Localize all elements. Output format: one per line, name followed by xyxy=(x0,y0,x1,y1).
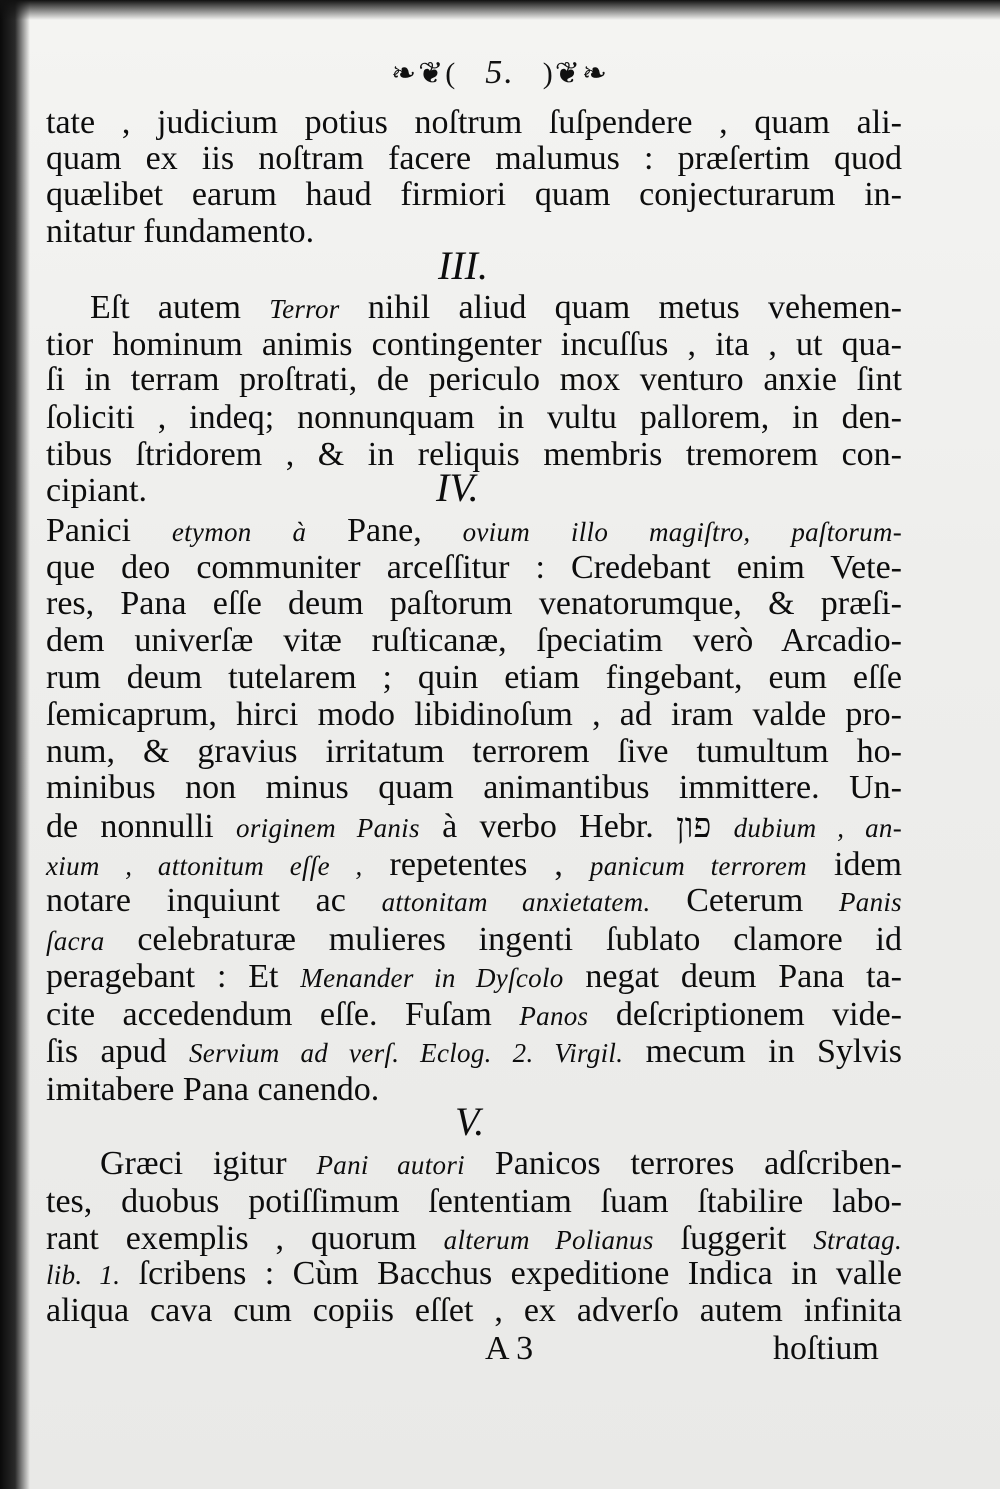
text-segment: de nonnulli xyxy=(46,808,237,845)
text-segment: quam ex iis noſtram facere malumus : præſertim quod xyxy=(46,140,902,177)
text-segment: rum deum tutelarem ; quin etiam fingebant, eum eſſe xyxy=(46,659,902,696)
italic-segment: dubium , an- xyxy=(733,813,902,843)
text-segment: celebraturæ mulieres ingenti ſublato clamore id xyxy=(104,921,902,958)
text-segment: num, & gravius irritatum terrorem ſive tumultum ho- xyxy=(46,733,902,770)
text-segment: res, Pana eſſe deum paſtorum venatorumque, & præſi- xyxy=(46,585,902,622)
text-line xyxy=(46,176,902,214)
text-line xyxy=(46,622,902,660)
right-ornament: )❦❧ xyxy=(542,56,610,90)
text-line xyxy=(46,326,902,364)
text-segment: ſemicaprum, hirci modo libidinoſum , ad iram valde pro- xyxy=(46,696,902,733)
text-line xyxy=(46,436,902,474)
text-segment: mecum in Sylvis xyxy=(623,1033,902,1070)
text-line xyxy=(46,846,902,885)
text-line xyxy=(46,1071,902,1109)
text-line xyxy=(46,1220,902,1259)
text-line xyxy=(46,1033,902,1072)
running-head xyxy=(0,52,1000,92)
italic-segment: panicum terrorem xyxy=(589,851,807,881)
text-line xyxy=(46,213,902,251)
text-line xyxy=(46,696,902,734)
text-segment: tate , judicium potius noſtrum ſuſpendere , quam ali- xyxy=(46,104,902,141)
italic-segment: Panos xyxy=(519,1001,589,1031)
text-line xyxy=(46,472,902,510)
italic-segment: Servium ad verſ. Eclog. 2. Virgil. xyxy=(188,1038,624,1068)
text-segment: ſuggerit xyxy=(653,1220,814,1257)
section-heading-v: V. xyxy=(455,1099,485,1144)
text-line xyxy=(46,399,902,437)
text-segment: minibus non minus quam animantibus immittere. Un- xyxy=(46,769,902,806)
text-segment: idem xyxy=(806,846,903,883)
italic-segment: originem Panis xyxy=(236,813,420,843)
italic-segment: ovium illo magiſtro, paſtorum- xyxy=(421,517,903,547)
text-segment: ſis apud xyxy=(46,1033,189,1070)
text-line xyxy=(46,1292,902,1330)
italic-segment: lib. 1. xyxy=(46,1260,121,1290)
text-line xyxy=(46,808,902,847)
catchword: hoſtium xyxy=(773,1330,879,1367)
text-segment: Pane, xyxy=(347,512,422,549)
text-segment: rant exemplis , quorum xyxy=(46,1220,444,1257)
text-line xyxy=(90,289,902,328)
italic-segment: etymon à xyxy=(130,517,348,547)
text-segment: dem univerſæ vitæ ruſticanæ, ſpeciatim verò Arcadio- xyxy=(46,622,902,659)
italic-segment: xium , attonitum eſſe , xyxy=(46,851,363,881)
text-segment: deſcriptionem vide- xyxy=(588,996,902,1033)
section-heading-iv: IV. xyxy=(436,465,479,510)
text-line xyxy=(46,1255,902,1294)
italic-segment: Menander in Dyſcolo xyxy=(300,963,564,993)
text-segment: repetentes , xyxy=(362,846,590,883)
text-line xyxy=(46,659,902,697)
italic-segment: Pani autori xyxy=(316,1150,465,1180)
page-edge-shadow xyxy=(0,0,30,1489)
italic-segment: alterum Polianus xyxy=(443,1225,654,1255)
text-segment: que deo communiter arceſſitur : Credebant enim Vete- xyxy=(46,549,902,586)
text-segment: negat deum Pana ta- xyxy=(563,958,902,995)
page-number: 5. xyxy=(485,54,515,92)
text-segment: Panici xyxy=(46,512,131,549)
page-top-shadow xyxy=(0,0,1000,20)
text-line xyxy=(46,921,902,960)
text-line xyxy=(46,882,902,921)
text-segment: cipiant. xyxy=(46,472,148,509)
text-segment: Ceterum xyxy=(650,882,839,919)
text-segment: Eſt autem xyxy=(90,289,270,326)
italic-segment: Stratag. xyxy=(813,1225,902,1255)
text-segment: tior hominum animis contingenter incuſſus , ita , ut qua- xyxy=(46,326,902,363)
text-segment: tibus ſtridorem , & in reliquis membris tremorem con- xyxy=(46,436,902,473)
text-line xyxy=(46,585,902,623)
left-ornament: ❧❦( xyxy=(390,56,458,90)
text-segment: tes, duobus potiſſimum ſententiam ſuam ſtabilire labo- xyxy=(46,1183,902,1220)
text-segment: cite accedendum eſſe. Fuſam xyxy=(46,996,520,1033)
text-line xyxy=(46,140,902,178)
text-segment: notare inquiunt ac xyxy=(46,882,382,919)
text-segment: ſcribens : Cùm Bacchus expeditione Indica in valle xyxy=(120,1255,902,1292)
text-line xyxy=(46,361,902,399)
text-segment: quælibet earum haud firmiori quam conjecturarum in- xyxy=(46,176,902,213)
text-segment: peragebant : Et xyxy=(46,958,301,995)
signature-mark: A 3 xyxy=(485,1330,534,1367)
text-segment: ſoliciti , indeq; nonnunquam in vultu pallorem, in den- xyxy=(46,399,902,436)
text-line xyxy=(46,958,902,997)
text-line xyxy=(46,996,902,1035)
italic-segment: attonitam anxietatem. xyxy=(381,887,651,917)
text-segment: Græci igitur xyxy=(100,1145,317,1182)
italic-segment: Panis xyxy=(838,887,902,917)
text-line xyxy=(46,1183,902,1221)
text-segment: à verbo Hebr. פון xyxy=(419,808,734,845)
text-segment: Panicos terrores adſcriben- xyxy=(464,1145,902,1182)
text-line xyxy=(100,1145,902,1184)
text-line xyxy=(46,769,902,807)
italic-segment: ſacra xyxy=(46,926,105,956)
text-line xyxy=(46,104,902,142)
text-segment: nihil aliud quam metus vehemen- xyxy=(339,289,902,326)
text-line xyxy=(46,733,902,771)
text-line xyxy=(46,512,902,551)
text-segment: ſi in terram proſtrati, de periculo mox venturo anxie ſint xyxy=(46,361,902,398)
text-line xyxy=(46,549,902,587)
section-heading-iii: III. xyxy=(438,243,488,288)
text-segment: aliqua cava cum copiis eſſet , ex adverſo autem infinita xyxy=(46,1292,902,1329)
italic-segment: Terror xyxy=(269,294,340,324)
text-segment: imitabere Pana canendo. xyxy=(46,1071,380,1108)
text-segment: nitatur fundamento. xyxy=(46,213,315,250)
